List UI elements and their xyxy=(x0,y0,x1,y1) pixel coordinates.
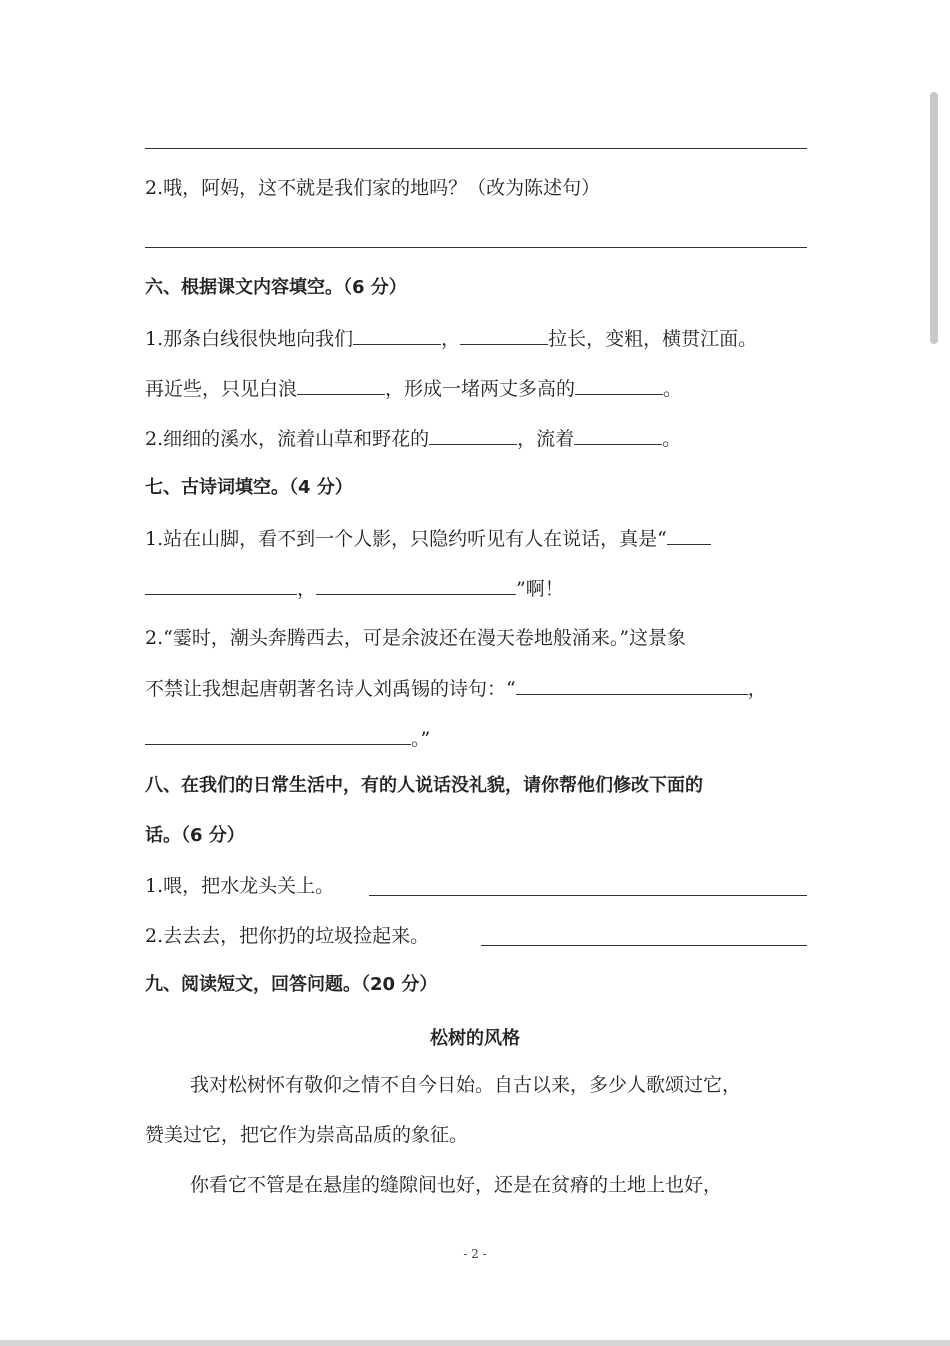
q6-line3-c: 。 xyxy=(662,428,682,450)
q6-line2-a: 再近些，只见白浪 xyxy=(145,378,298,400)
q6-line-1 xyxy=(145,326,757,351)
q7-line4-end: ， xyxy=(747,678,767,700)
vertical-scrollbar[interactable] xyxy=(930,92,938,344)
q8-heading-line-2: 话。（6 分） xyxy=(145,825,245,846)
q7-line-5 xyxy=(145,726,430,751)
blank[interactable] xyxy=(460,326,548,345)
q7-line-2 xyxy=(145,576,564,601)
q6-line1-a: 1.那条白线很快地向我们 xyxy=(145,328,354,350)
q6-line-3 xyxy=(145,426,681,451)
q6-heading: 六、根据课文内容填空。（6 分） xyxy=(145,277,407,298)
q7-line4-text: 不禁让我想起唐朝著名诗人刘禹锡的诗句：“ xyxy=(145,678,516,700)
q9-heading: 九、阅读短文，回答问题。（20 分） xyxy=(145,974,438,995)
blank[interactable] xyxy=(429,426,517,445)
answer-line-q8-2 xyxy=(481,945,807,946)
para1-line-1: 我对松树怀有敬仰之情不自今日始。自古以来，多少人歌颂过它， xyxy=(190,1074,742,1096)
blank[interactable] xyxy=(145,576,297,595)
q8-item-2: 2.去去去，把你扔的垃圾捡起来。 xyxy=(145,925,430,947)
answer-line-q5-1 xyxy=(145,148,807,149)
q7-line5-end: 。” xyxy=(411,728,431,750)
q6-line3-b: ，流着 xyxy=(517,428,575,450)
blank[interactable] xyxy=(667,526,711,545)
q6-line3-a: 2.细细的溪水，流着山草和野花的 xyxy=(145,428,430,450)
blank[interactable] xyxy=(145,726,411,745)
blank[interactable] xyxy=(516,676,748,695)
blank[interactable] xyxy=(353,326,441,345)
answer-line-q8-1 xyxy=(369,895,807,896)
q8-heading-line-1: 八、在我们的日常生活中，有的人说话没礼貌，请你帮他们修改下面的 xyxy=(145,775,703,796)
q7-heading: 七、古诗词填空。（4 分） xyxy=(145,477,353,498)
page-number: - 2 - xyxy=(463,1247,487,1261)
blank[interactable] xyxy=(297,376,385,395)
q5-item-2: 2.哦，阿妈，这不就是我们家的地吗？（改为陈述句） xyxy=(145,177,601,199)
q6-line2-b: ，形成一堵两丈多高的 xyxy=(385,378,576,400)
q6-line2-c: 。 xyxy=(663,378,683,400)
bottom-edge-bar xyxy=(0,1340,950,1346)
q6-line1-b: ， xyxy=(441,328,461,350)
blank[interactable] xyxy=(316,576,516,595)
q7-line-3: 2.“霎时，潮头奔腾西去，可是余波还在漫天卷地般涌来。”这景象 xyxy=(145,627,687,649)
blank[interactable] xyxy=(575,376,663,395)
para2-line-1: 你看它不管是在悬崖的缝隙间也好，还是在贫瘠的土地上也好， xyxy=(190,1174,723,1196)
answer-line-q5-2 xyxy=(145,247,807,248)
article-title: 松树的风格 xyxy=(430,1028,520,1049)
q6-line-2 xyxy=(145,376,682,401)
para1-line-2: 赞美过它，把它作为崇高品质的象征。 xyxy=(145,1124,469,1146)
q7-line-4 xyxy=(145,676,767,701)
q7-line1-text: 1.站在山脚，看不到一个人影，只隐约听见有人在说话，真是“ xyxy=(145,528,667,550)
q7-line-1 xyxy=(145,526,711,551)
q7-line2-b: ， xyxy=(297,578,317,600)
q6-line1-c: 拉长，变粗，横贯江面。 xyxy=(548,328,758,350)
q7-line2-c: ”啊！ xyxy=(516,578,564,600)
q8-item-1: 1.喂，把水龙头关上。 xyxy=(145,875,335,897)
blank[interactable] xyxy=(574,426,662,445)
